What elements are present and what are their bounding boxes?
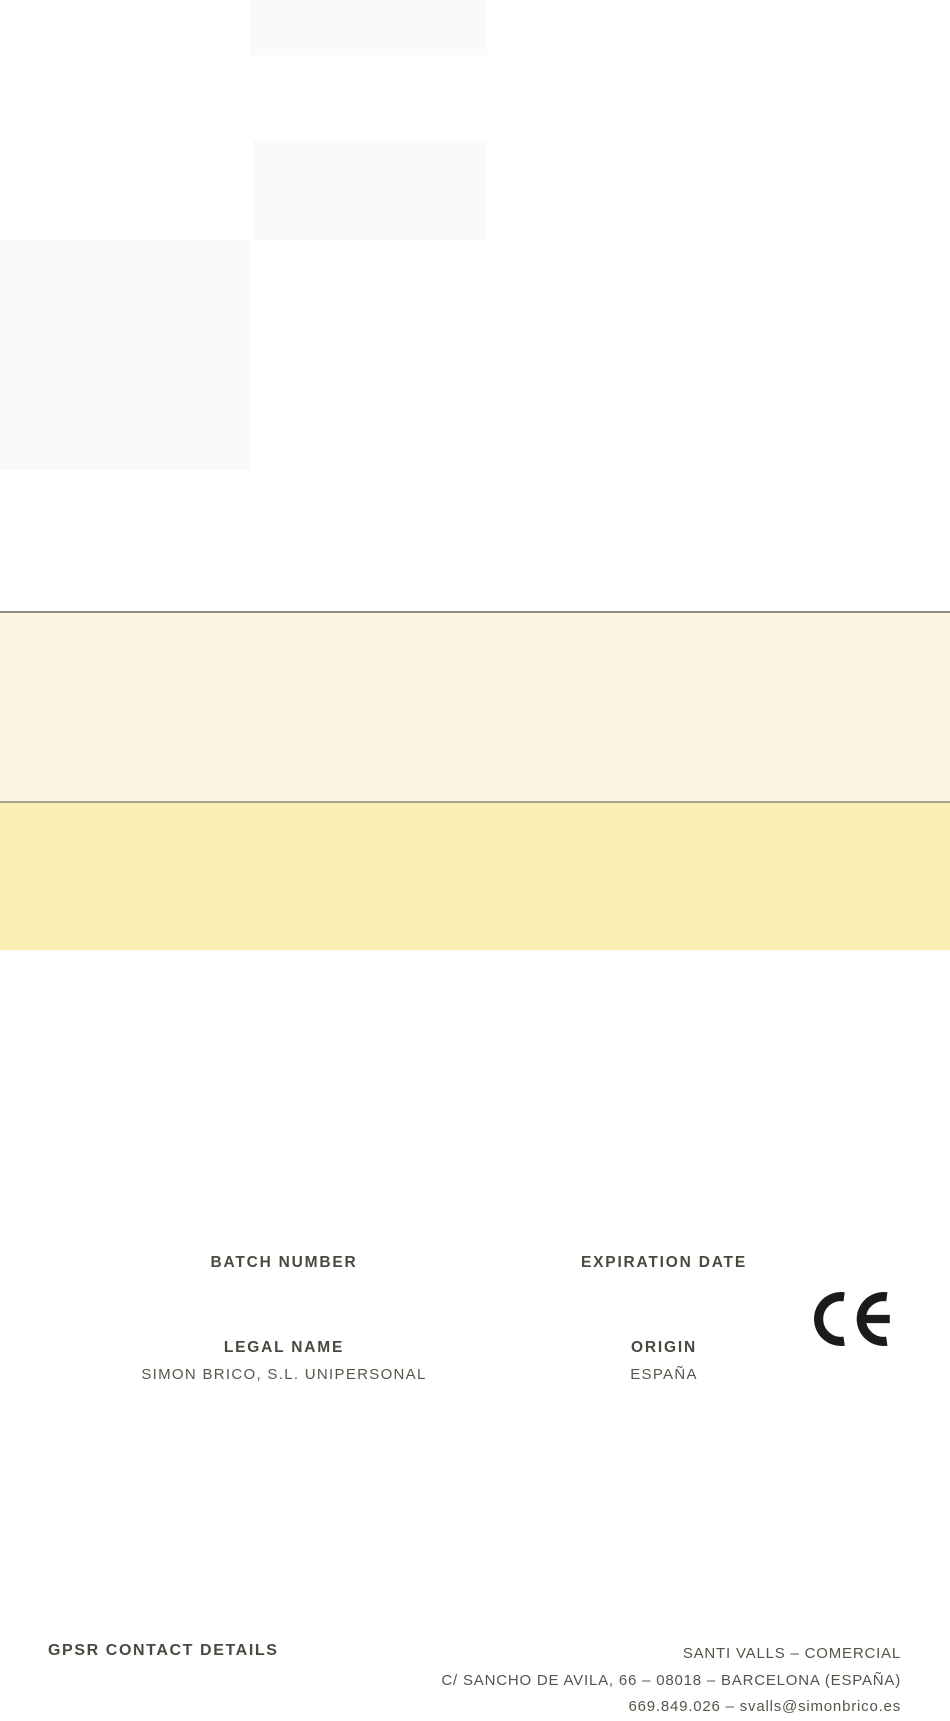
ce-mark-icon: [814, 1291, 895, 1347]
origin-label: ORIGIN: [631, 1339, 697, 1356]
gpsr-contact-details: [301, 1641, 901, 1721]
legal-name-value: SIMON BRICO, S.L. UNIPERSONAL: [141, 1366, 427, 1383]
batch-number-label: BATCH NUMBER: [210, 1254, 358, 1271]
info-section: [0, 613, 950, 1383]
origin-value: ESPAÑA: [630, 1366, 698, 1383]
contact-address-line: C/ SANCHO DE AVILA, 66 – 08018 – BARCELONA (ESPAÑA): [441, 1671, 901, 1689]
faint-image-shape: [250, 0, 487, 55]
expiration-date-label: EXPIRATION DATE: [581, 1254, 747, 1271]
gpsr-contact-title: GPSR CONTACT DETAILS: [48, 1642, 279, 1659]
contact-phone-email-line: 669.849.026 – svalls@simonbrico.es: [628, 1698, 901, 1715]
faint-image-shape: [253, 140, 487, 240]
contact-name-line: SANTI VALLS – COMERCIAL: [682, 1645, 901, 1662]
legal-name-label: LEGAL NAME: [223, 1339, 345, 1356]
faint-image-shape: [0, 240, 250, 470]
